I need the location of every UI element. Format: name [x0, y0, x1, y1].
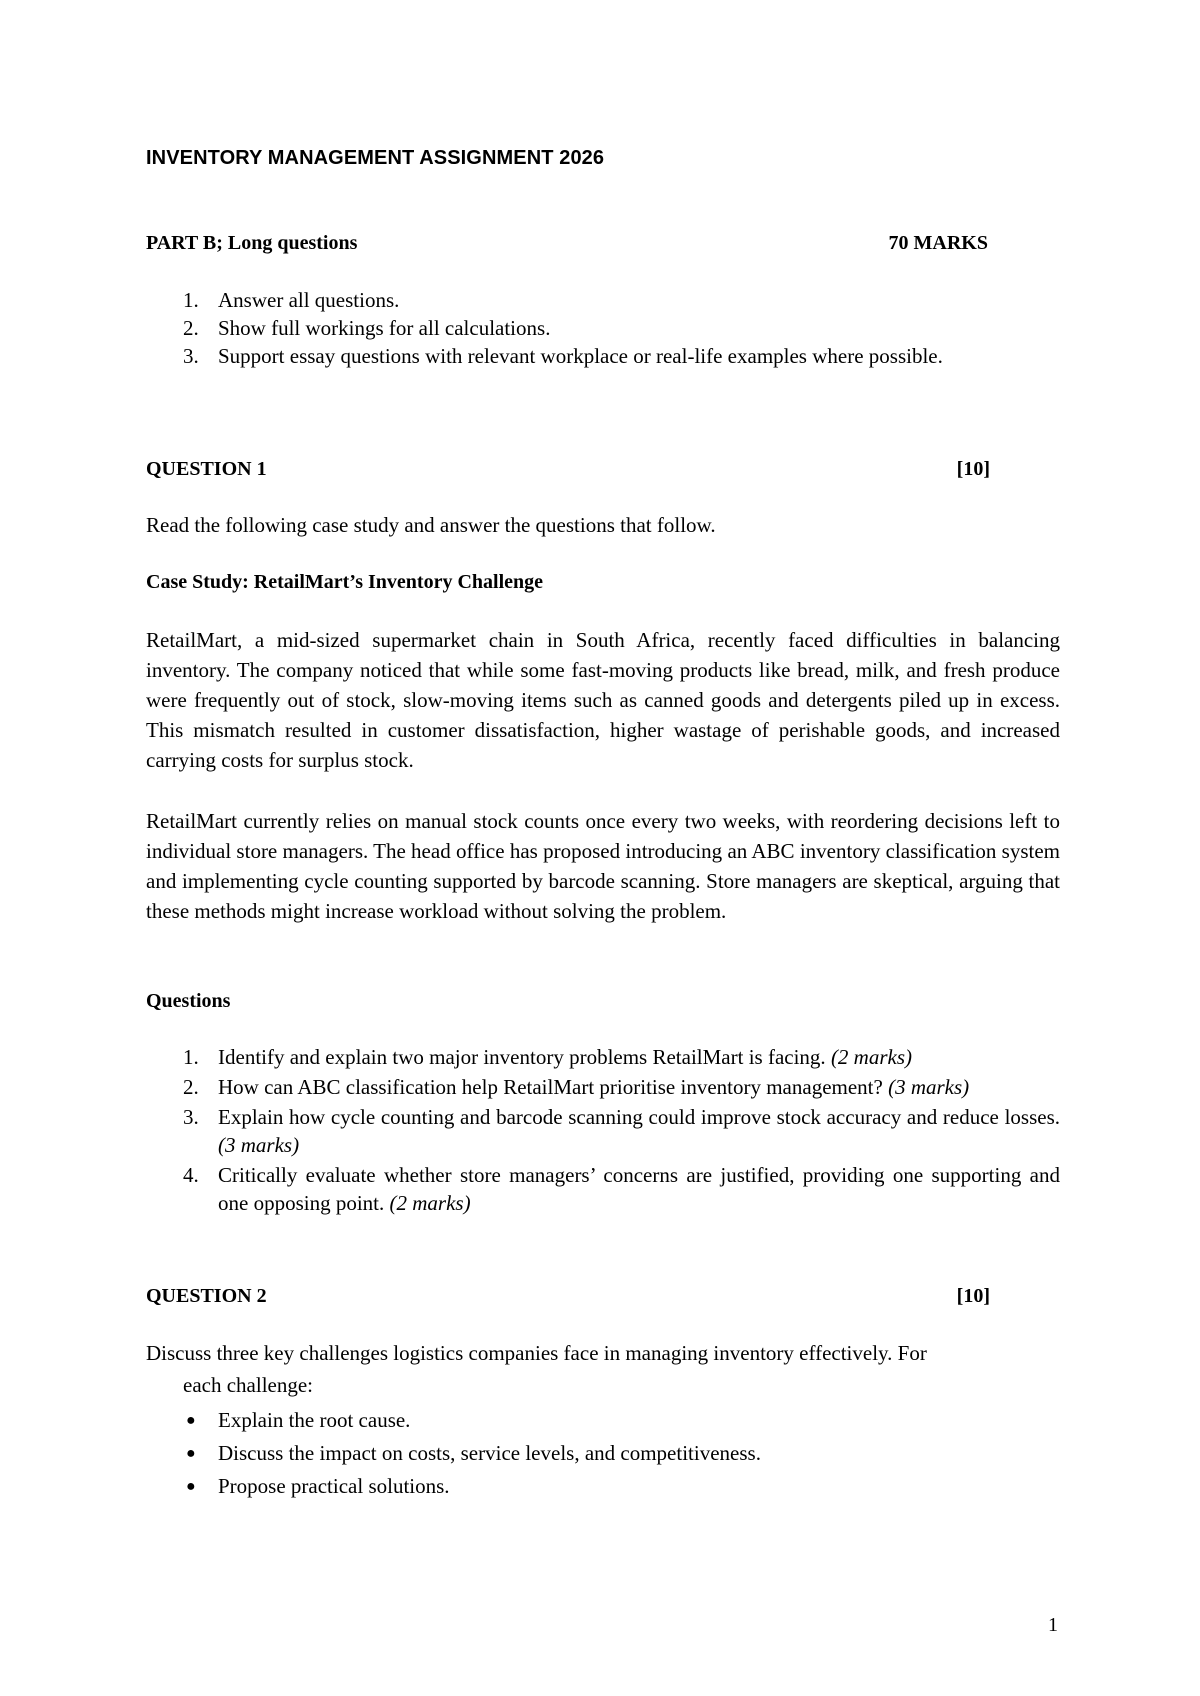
bullet-item: ● Discuss the impact on costs, service levels, and competitiveness. [146, 1437, 1046, 1470]
question2-intro-line1: Discuss three key challenges logistics companies face in managing inventory effectively. For [146, 1341, 927, 1365]
case-study-paragraph-2: RetailMart currently relies on manual stock counts once every two weeks, with reordering decisions left to individual store managers. The head office has proposed introducing an ABC inventory classification system and implementing cycle counting supported by barcode scanning. Store managers are skeptical, arguing that these methods might increase workload without solving the problem. [146, 809, 1060, 923]
bullet-icon: ● [186, 1478, 196, 1495]
question1-items [146, 1043, 1060, 1217]
part-marks: 70 MARKS [888, 232, 988, 254]
question1-heading [146, 458, 990, 481]
question1-intro: Read the following case study and answer the questions that follow. [146, 513, 716, 537]
instruction-item: 3. Support essay questions with relevant workplace or real-life examples where possible. [183, 344, 943, 368]
question1-marks: [10] [956, 458, 990, 480]
instruction-item: 1. Answer all questions. [183, 288, 400, 312]
question-item: 2. How can ABC classification help RetailMart prioritise inventory management? (3 marks) [183, 1075, 970, 1099]
instruction-item: 2. Show full workings for all calculations. [183, 316, 551, 340]
question-item: 1. Identify and explain two major inventory problems RetailMart is facing. (2 marks) [183, 1045, 913, 1069]
case-study-paragraph-1: RetailMart, a mid-sized supermarket chain in South Africa, recently faced difficulties in balancing inventory. The company noticed that while some fast-moving products like bread, milk, and fresh produce were frequently out of stock, slow-moving items such as canned goods and detergents piled up in excess. This mismatch resulted in customer dissatisfaction, higher wastage of perishable goods, and increased carrying costs for surplus stock. [146, 628, 1060, 772]
question2-marks: [10] [956, 1285, 990, 1307]
part-heading [146, 232, 992, 255]
bullet-item: ● Propose practical solutions. [146, 1470, 1046, 1503]
case-study-title: Case Study: RetailMart’s Inventory Challenge [146, 571, 544, 593]
question2-bullets [146, 1404, 1046, 1503]
question2-label: QUESTION 2 [146, 1285, 267, 1307]
part-label: PART B; Long questions [146, 232, 358, 254]
question2-heading [146, 1285, 990, 1308]
question1-label: QUESTION 1 [146, 458, 267, 480]
question2-intro-line2: each challenge: [183, 1373, 313, 1397]
document-title: INVENTORY MANAGEMENT ASSIGNMENT 2026 [146, 147, 605, 169]
bullet-icon: ● [186, 1412, 196, 1429]
questions-heading: Questions [146, 990, 231, 1012]
question-item: 4. Critically evaluate whether store managers’ concerns are justified, providing one supporting and one opposing point. (2 marks) [183, 1163, 1060, 1215]
bullet-item: ● Explain the root cause. [146, 1404, 1046, 1437]
instructions-list [146, 286, 1076, 370]
question-item: 3. Explain how cycle counting and barcode scanning could improve stock accuracy and reduce losses. (3 marks) [183, 1105, 1060, 1157]
page-number: 1 [1048, 1614, 1058, 1636]
bullet-icon: ● [186, 1445, 196, 1462]
